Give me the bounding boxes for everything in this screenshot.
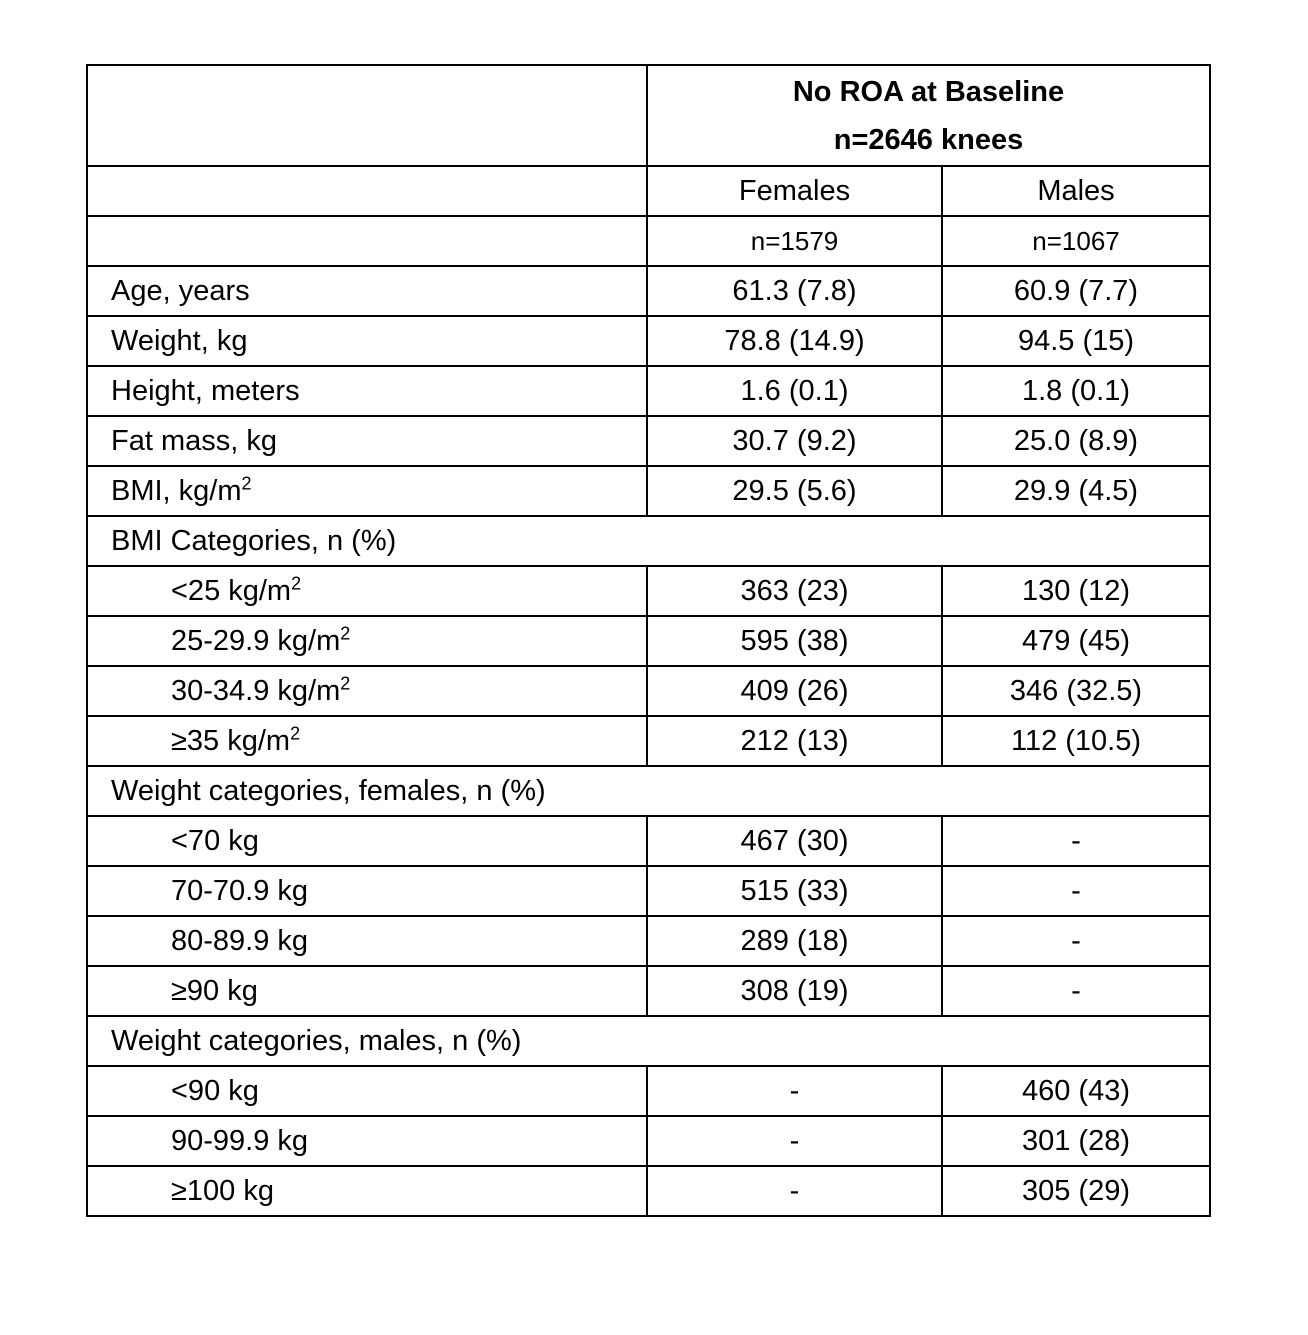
- section-row: [87, 516, 1210, 566]
- males-value: 305 (29): [942, 1166, 1210, 1216]
- group-header: [647, 65, 1210, 166]
- females-value: 467 (30): [647, 816, 942, 866]
- n-row: [87, 216, 1210, 266]
- row-label: <70 kg: [87, 816, 647, 866]
- row-label-text: <25 kg/m: [171, 574, 292, 607]
- males-value: -: [942, 916, 1210, 966]
- females-value: 61.3 (7.8): [647, 266, 942, 316]
- females-value: 515 (33): [647, 866, 942, 916]
- header-empty-cell: [87, 65, 647, 166]
- row-label-text: 25-29.9 kg/m: [171, 624, 341, 657]
- row-label: Fat mass, kg: [87, 416, 647, 466]
- group-n: n=2646 knees: [833, 123, 1024, 156]
- table-row: [87, 566, 1210, 616]
- header-empty-cell: [87, 166, 647, 216]
- row-label-text: BMI, kg/m: [111, 474, 242, 507]
- sex-header-row: [87, 166, 1210, 216]
- section-label: Weight categories, females, n (%): [87, 766, 1210, 816]
- row-label: [87, 666, 647, 716]
- row-label-text: ≥35 kg/m: [171, 724, 291, 757]
- row-label: Age, years: [87, 266, 647, 316]
- table-row: [87, 266, 1210, 316]
- table-row: [87, 816, 1210, 866]
- table-row: [87, 1116, 1210, 1166]
- males-value: 346 (32.5): [942, 666, 1210, 716]
- table-row: [87, 866, 1210, 916]
- group-title: No ROA at Baseline: [792, 75, 1065, 108]
- females-value: 30.7 (9.2): [647, 416, 942, 466]
- superscript: 2: [340, 672, 351, 693]
- females-value: 308 (19): [647, 966, 942, 1016]
- section-row: [87, 766, 1210, 816]
- males-value: 301 (28): [942, 1116, 1210, 1166]
- row-label: [87, 616, 647, 666]
- row-label: 80-89.9 kg: [87, 916, 647, 966]
- superscript: 2: [290, 722, 301, 743]
- baseline-characteristics-table: [86, 64, 1211, 1217]
- females-value: 78.8 (14.9): [647, 316, 942, 366]
- females-header: Females: [647, 166, 942, 216]
- table-row: [87, 416, 1210, 466]
- row-label: <90 kg: [87, 1066, 647, 1116]
- superscript: 2: [340, 622, 351, 643]
- females-value: 363 (23): [647, 566, 942, 616]
- females-value: -: [647, 1116, 942, 1166]
- row-label: Weight, kg: [87, 316, 647, 366]
- row-label: [87, 716, 647, 766]
- table-row: [87, 966, 1210, 1016]
- row-label-text: 30-34.9 kg/m: [171, 674, 341, 707]
- males-value: 25.0 (8.9): [942, 416, 1210, 466]
- males-value: -: [942, 866, 1210, 916]
- row-label: [87, 566, 647, 616]
- row-label: ≥90 kg: [87, 966, 647, 1016]
- table-header-row: [87, 65, 1210, 166]
- males-value: 29.9 (4.5): [942, 466, 1210, 516]
- males-value: -: [942, 816, 1210, 866]
- females-value: 409 (26): [647, 666, 942, 716]
- table-row: [87, 916, 1210, 966]
- males-value: 94.5 (15): [942, 316, 1210, 366]
- males-value: 112 (10.5): [942, 716, 1210, 766]
- females-value: 1.6 (0.1): [647, 366, 942, 416]
- table-row: [87, 466, 1210, 516]
- header-empty-cell: [87, 216, 647, 266]
- row-label: ≥100 kg: [87, 1166, 647, 1216]
- row-label: [87, 466, 647, 516]
- females-n: n=1579: [647, 216, 942, 266]
- males-value: -: [942, 966, 1210, 1016]
- table-row: [87, 316, 1210, 366]
- section-row: [87, 1016, 1210, 1066]
- table-row: [87, 666, 1210, 716]
- females-value: 212 (13): [647, 716, 942, 766]
- males-value: 1.8 (0.1): [942, 366, 1210, 416]
- females-value: -: [647, 1066, 942, 1116]
- females-value: 289 (18): [647, 916, 942, 966]
- males-n: n=1067: [942, 216, 1210, 266]
- males-value: 460 (43): [942, 1066, 1210, 1116]
- superscript: 2: [291, 572, 302, 593]
- row-label: 70-70.9 kg: [87, 866, 647, 916]
- males-value: 130 (12): [942, 566, 1210, 616]
- males-header: Males: [942, 166, 1210, 216]
- table-row: [87, 366, 1210, 416]
- table-row: [87, 716, 1210, 766]
- males-value: 60.9 (7.7): [942, 266, 1210, 316]
- row-label: 90-99.9 kg: [87, 1116, 647, 1166]
- section-label: Weight categories, males, n (%): [87, 1016, 1210, 1066]
- females-value: -: [647, 1166, 942, 1216]
- row-label: Height, meters: [87, 366, 647, 416]
- superscript: 2: [241, 472, 252, 493]
- table-row: [87, 1066, 1210, 1116]
- females-value: 29.5 (5.6): [647, 466, 942, 516]
- table-row: [87, 1166, 1210, 1216]
- table-row: [87, 616, 1210, 666]
- section-label: BMI Categories, n (%): [87, 516, 1210, 566]
- males-value: 479 (45): [942, 616, 1210, 666]
- females-value: 595 (38): [647, 616, 942, 666]
